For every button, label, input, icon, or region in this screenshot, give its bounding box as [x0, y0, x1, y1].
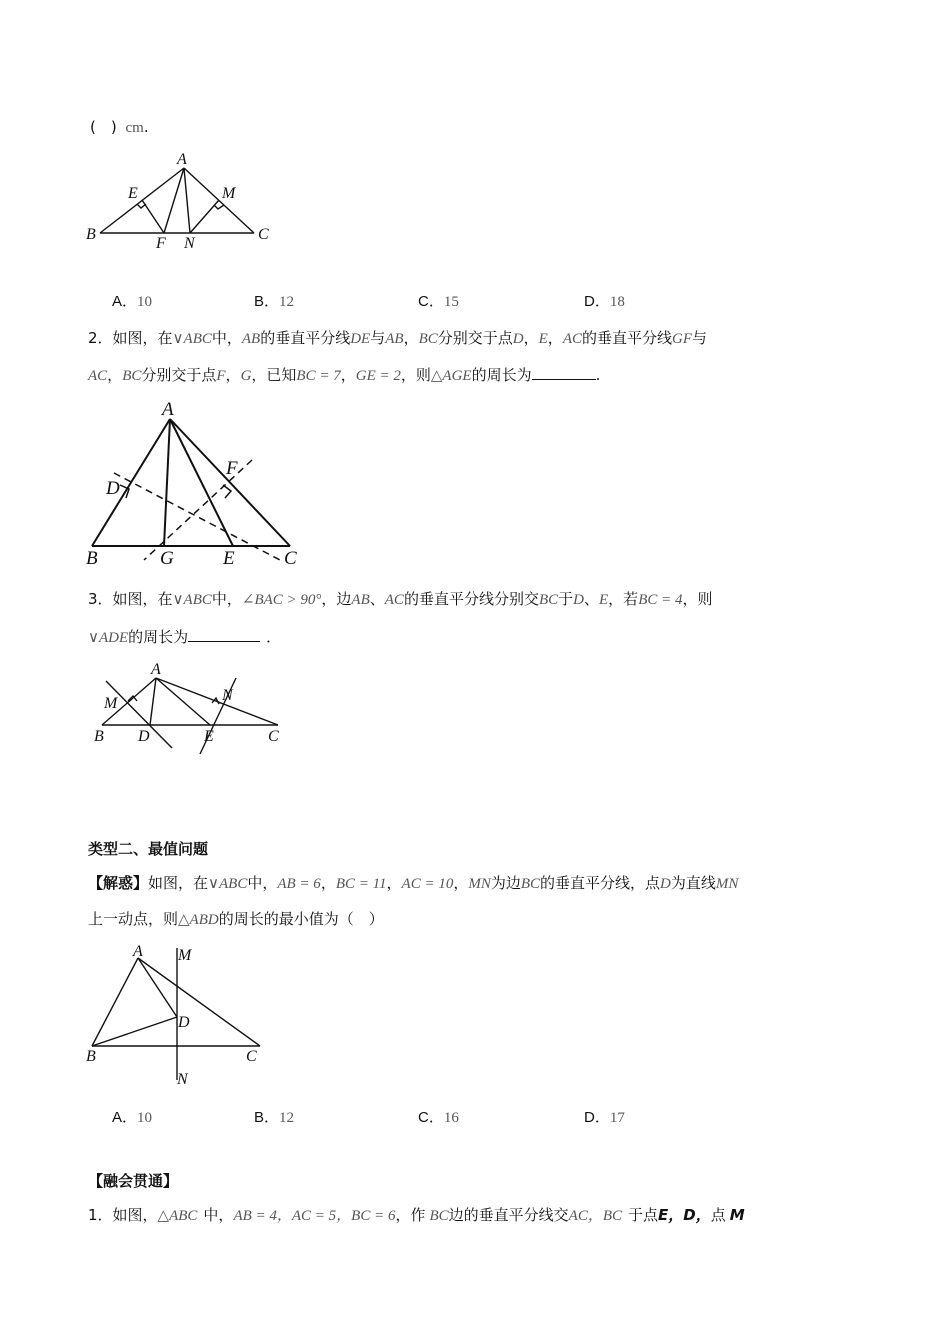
fig2-label-D: D — [106, 478, 120, 499]
q2-answer-blank[interactable] — [532, 365, 596, 380]
q1-option-b[interactable]: B．12 — [254, 293, 295, 310]
q1-option-a[interactable]: A．10 — [112, 293, 153, 310]
q-jiehuo-option-a[interactable]: A．10 — [112, 1109, 153, 1126]
unit-cm: cm — [125, 120, 144, 136]
fig3-label-C: C — [268, 728, 279, 745]
last-question-line1: 1．如图，△ABC 中，AB = 4，AC = 5，BC = 6，作 BC边的垂直平分线交AC，BC 于点E，D，点 M — [88, 1206, 745, 1224]
q1-option-d[interactable]: D．18 — [584, 293, 625, 310]
q-jiehuo-option-c[interactable]: C．16 — [418, 1109, 459, 1126]
fig3-label-N: N — [222, 687, 233, 704]
q2-line1: 2．如图，在∨ABC中，AB的垂直平分线DE与AB，BC分别交于点D，E，AC的垂直平分线GF与 — [88, 329, 708, 347]
fig1-label-F: F — [156, 235, 166, 252]
jiehuo-line2: 上一动点，则△ABD的周长的最小值为（ ） — [88, 910, 384, 928]
fig2-label-A: A — [162, 399, 174, 420]
fig2-label-E: E — [223, 548, 235, 569]
fig1-label-C: C — [258, 226, 269, 243]
q-jiehuo-option-b[interactable]: B．12 — [254, 1109, 295, 1126]
q1-option-c[interactable]: C．15 — [418, 293, 459, 310]
fig3-label-B: B — [94, 728, 104, 745]
fig4-label-M: M — [178, 947, 192, 964]
fig1-label-B: B — [86, 226, 96, 243]
q3-line1: 3．如图，在∨ABC中，∠BAC > 90°，边AB、AC的垂直平分线分别交BC于D、E，若BC = 4，则 — [88, 590, 713, 608]
fig1-label-M: M — [222, 185, 236, 202]
figure-4 — [84, 940, 284, 1090]
fig2-label-G: G — [160, 548, 174, 569]
section-heading-ronghui: 【融会贯通】 — [88, 1172, 179, 1190]
fig2-label-C: C — [284, 548, 297, 569]
figure-1 — [80, 148, 280, 253]
fig1-label-N: N — [184, 235, 195, 252]
fig3-label-M: M — [104, 695, 118, 712]
fig3-label-A: A — [151, 661, 161, 678]
fig2-label-F: F — [226, 458, 238, 479]
fig4-label-C: C — [246, 1048, 257, 1065]
fig3-label-E: E — [204, 728, 214, 745]
figure-3 — [88, 658, 298, 754]
figure-2 — [80, 398, 310, 570]
fig4-label-A: A — [133, 943, 143, 960]
q1-tail — [88, 116, 149, 139]
fig4-label-N: N — [177, 1071, 188, 1088]
fig2-label-B: B — [86, 548, 98, 569]
section-heading-type2: 类型二、最值问题 — [88, 840, 209, 858]
q3-line2: ∨ADE的周长为 ． — [88, 628, 282, 646]
fig4-label-D: D — [178, 1014, 190, 1031]
answer-paren: ( ) — [90, 118, 117, 136]
fig1-label-E: E — [128, 185, 138, 202]
fig1-label-A: A — [177, 151, 187, 168]
q3-answer-blank[interactable] — [188, 627, 260, 642]
q2-line2: AC，BC分别交于点F，G，已知BC = 7，GE = 2，则△AGE的周长为 . — [88, 366, 601, 384]
jiehuo-line1: 【解惑】如图，在∨ABC中，AB = 6，BC = 11，AC = 10，MN为边BC的垂直平分线，点D为直线MN — [88, 874, 739, 892]
period: . — [143, 118, 149, 136]
q-jiehuo-option-d[interactable]: D．17 — [584, 1109, 625, 1126]
fig4-label-B: B — [86, 1048, 96, 1065]
fig3-label-D: D — [138, 728, 150, 745]
